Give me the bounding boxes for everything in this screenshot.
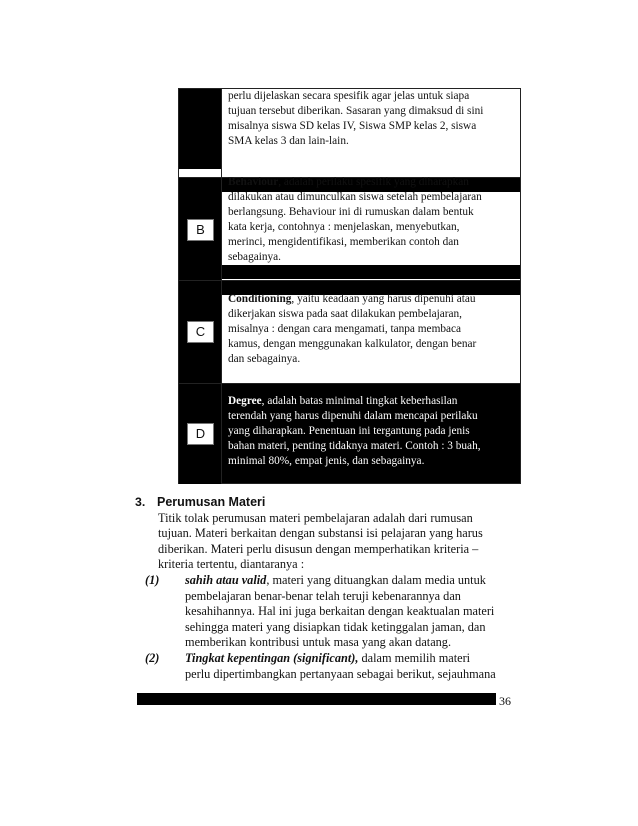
- list-item: (1) sahih atau valid, materi yang dituangkan dalam media untuk pembelajaran benar-benar telah teruji kebenarannya dan kesahihannya. Hal ini juga berkaitan dengan keaktualan materi sehingga materi yang disiapkan tidak ketinggalan jaman, dan memberikan kontribusi untuk masa yang akan datang.: [145, 572, 495, 650]
- table-row-c-text: Conditioning, yaitu keadaan yang harus dipenuhi atau dikerjakan siswa pada saat dilakukan pembelajaran, misalnya : dengan cara mengamati, tanpa membaca kamus, dengan menggunakan kalkulator, dengan benar dan sebagainya.: [228, 293, 477, 365]
- term-degree: Degree: [228, 395, 262, 407]
- table-row-a-text: perlu dijelaskan secara spesifik agar jelas untuk siapa tujuan tersebut diberikan. Sasaran yang dimaksud di sini misalnya siswa SD kelas IV, Siswa SMP kelas 2, siswa SMA kelas 3 dan lain-lain.: [228, 90, 484, 147]
- row-divider: [179, 383, 520, 384]
- term-behaviour: Behaviour: [228, 176, 279, 188]
- table-row-d-text: Degree, adalah batas minimal tingkat keberhasilan terendah yang harus dipenuhi dalam mencapai perilaku yang diharapkan. Penentuan ini tergantung pada jenis bahan materi, penting tidaknya materi. Contoh : 3 buah, minimal 80%, empat jenis, dan sebagainya.: [228, 395, 481, 467]
- table-row-b-text: Behaviour, adalah perilaku spesifik yang diharapkan dilakukan atau dimunculkan siswa setelah pembelajaran berlangsung. Behaviour ini di rumuskan dalam bentuk kata kerja, contohnya : menjelaskan, menyebutkan, merinci, mengidentifikasi, memberikan contoh dan sebagainya.: [228, 176, 482, 263]
- letter-box-d: D: [187, 423, 214, 445]
- section-perumusan-materi: [135, 495, 517, 682]
- footer-bar: [137, 693, 496, 705]
- page-number: 36: [499, 694, 511, 708]
- term-tingkat-kepentingan: Tingkat kepentingan (significant),: [185, 650, 359, 665]
- left-band-a: [179, 89, 221, 169]
- list-item: (2) Tingkat kepentingan (significant), dalam memilih materi perlu dipertimbangkan pertanyaan sebagai berikut, sejauhmana: [145, 650, 496, 681]
- letter-box-c: C: [187, 321, 214, 343]
- letter-box-b: B: [187, 219, 214, 241]
- section-intro: Titik tolak perumusan materi pembelajaran adalah dari rumusan tujuan. Materi berkaitan dengan substansi isi pelajaran yang harus diberikan. Materi perlu disusun dengan memperhatikan kriteria – kriteria tertentu, diantaranya :: [158, 510, 483, 572]
- definition-table: [178, 88, 521, 484]
- section-heading: 3. Perumusan Materi: [135, 495, 266, 509]
- term-sahih-valid: sahih atau valid: [185, 572, 267, 587]
- right-band-b-bottom: [222, 265, 520, 279]
- row-divider: [179, 280, 520, 281]
- term-conditioning: Conditioning: [228, 293, 292, 305]
